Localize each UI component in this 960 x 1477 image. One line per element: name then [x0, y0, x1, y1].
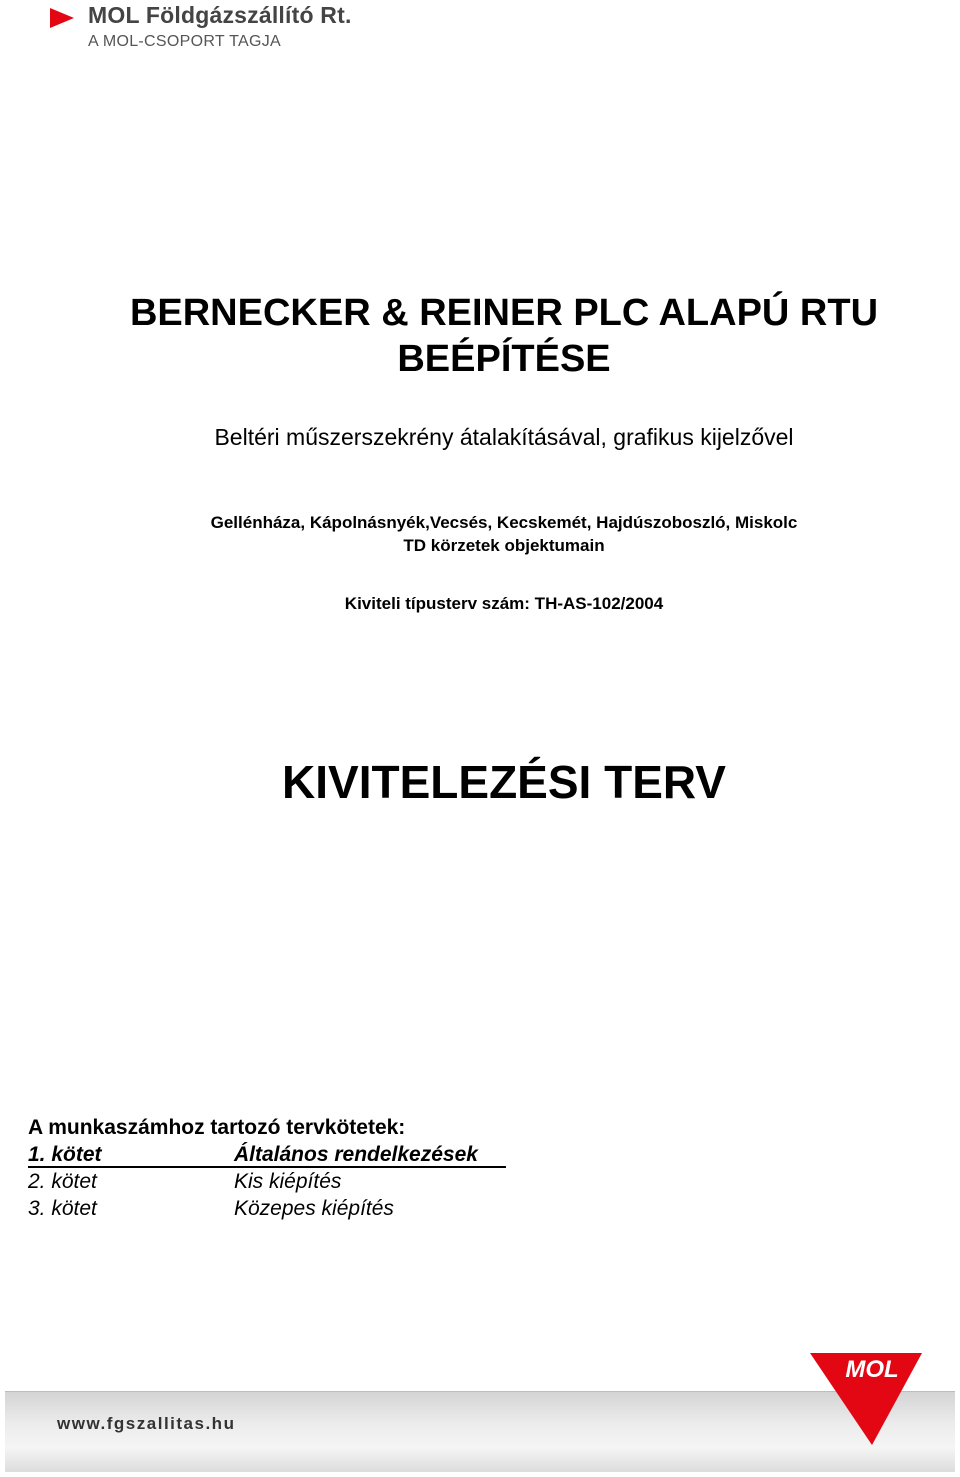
plan-number: Kiviteli típusterv szám: TH-AS-102/2004 [344, 594, 664, 613]
volume-row [28, 1141, 506, 1168]
volume-title: Általános rendelkezések [234, 1143, 478, 1166]
header-logo [50, 2, 450, 58]
document-title-line-1: BERNECKER & REINER PLC ALAPÚ RTU [129, 292, 879, 334]
volume-row [28, 1195, 628, 1222]
mol-logo-text: MOL [845, 1356, 899, 1383]
volume-number: 3. kötet [28, 1197, 97, 1220]
volume-number: 1. kötet [28, 1143, 102, 1166]
footer-url: www.fgszallitas.hu [57, 1414, 236, 1433]
mol-logo-icon [810, 1353, 922, 1447]
volume-title: Közepes kiépítés [234, 1197, 394, 1220]
volume-number: 2. kötet [28, 1170, 97, 1193]
company-tagline: A MOL-CSOPORT TAGJA [88, 33, 282, 50]
volume-list [28, 1114, 628, 1222]
volume-list-heading: A munkaszámhoz tartozó tervkötetek: [28, 1116, 406, 1139]
volume-title: Kis kiépítés [234, 1170, 342, 1193]
document-type-heading: KIVITELEZÉSI TERV [282, 756, 726, 808]
document-title-line-2: BEÉPÍTÉSE [397, 338, 611, 380]
document-subtitle: Beltéri műszerszekrény átalakításával, grafikus kijelzővel [214, 424, 794, 450]
play-arrow-icon [50, 8, 74, 28]
locations-line-2: TD körzetek objektumain [403, 536, 605, 555]
volume-row [28, 1168, 628, 1195]
locations-line-1: Gellénháza, Kápolnásnyék,Vecsés, Kecskemét, Hajdúszoboszló, Miskolc [210, 513, 798, 532]
company-name: MOL Földgázszállító Rt. [88, 2, 352, 28]
